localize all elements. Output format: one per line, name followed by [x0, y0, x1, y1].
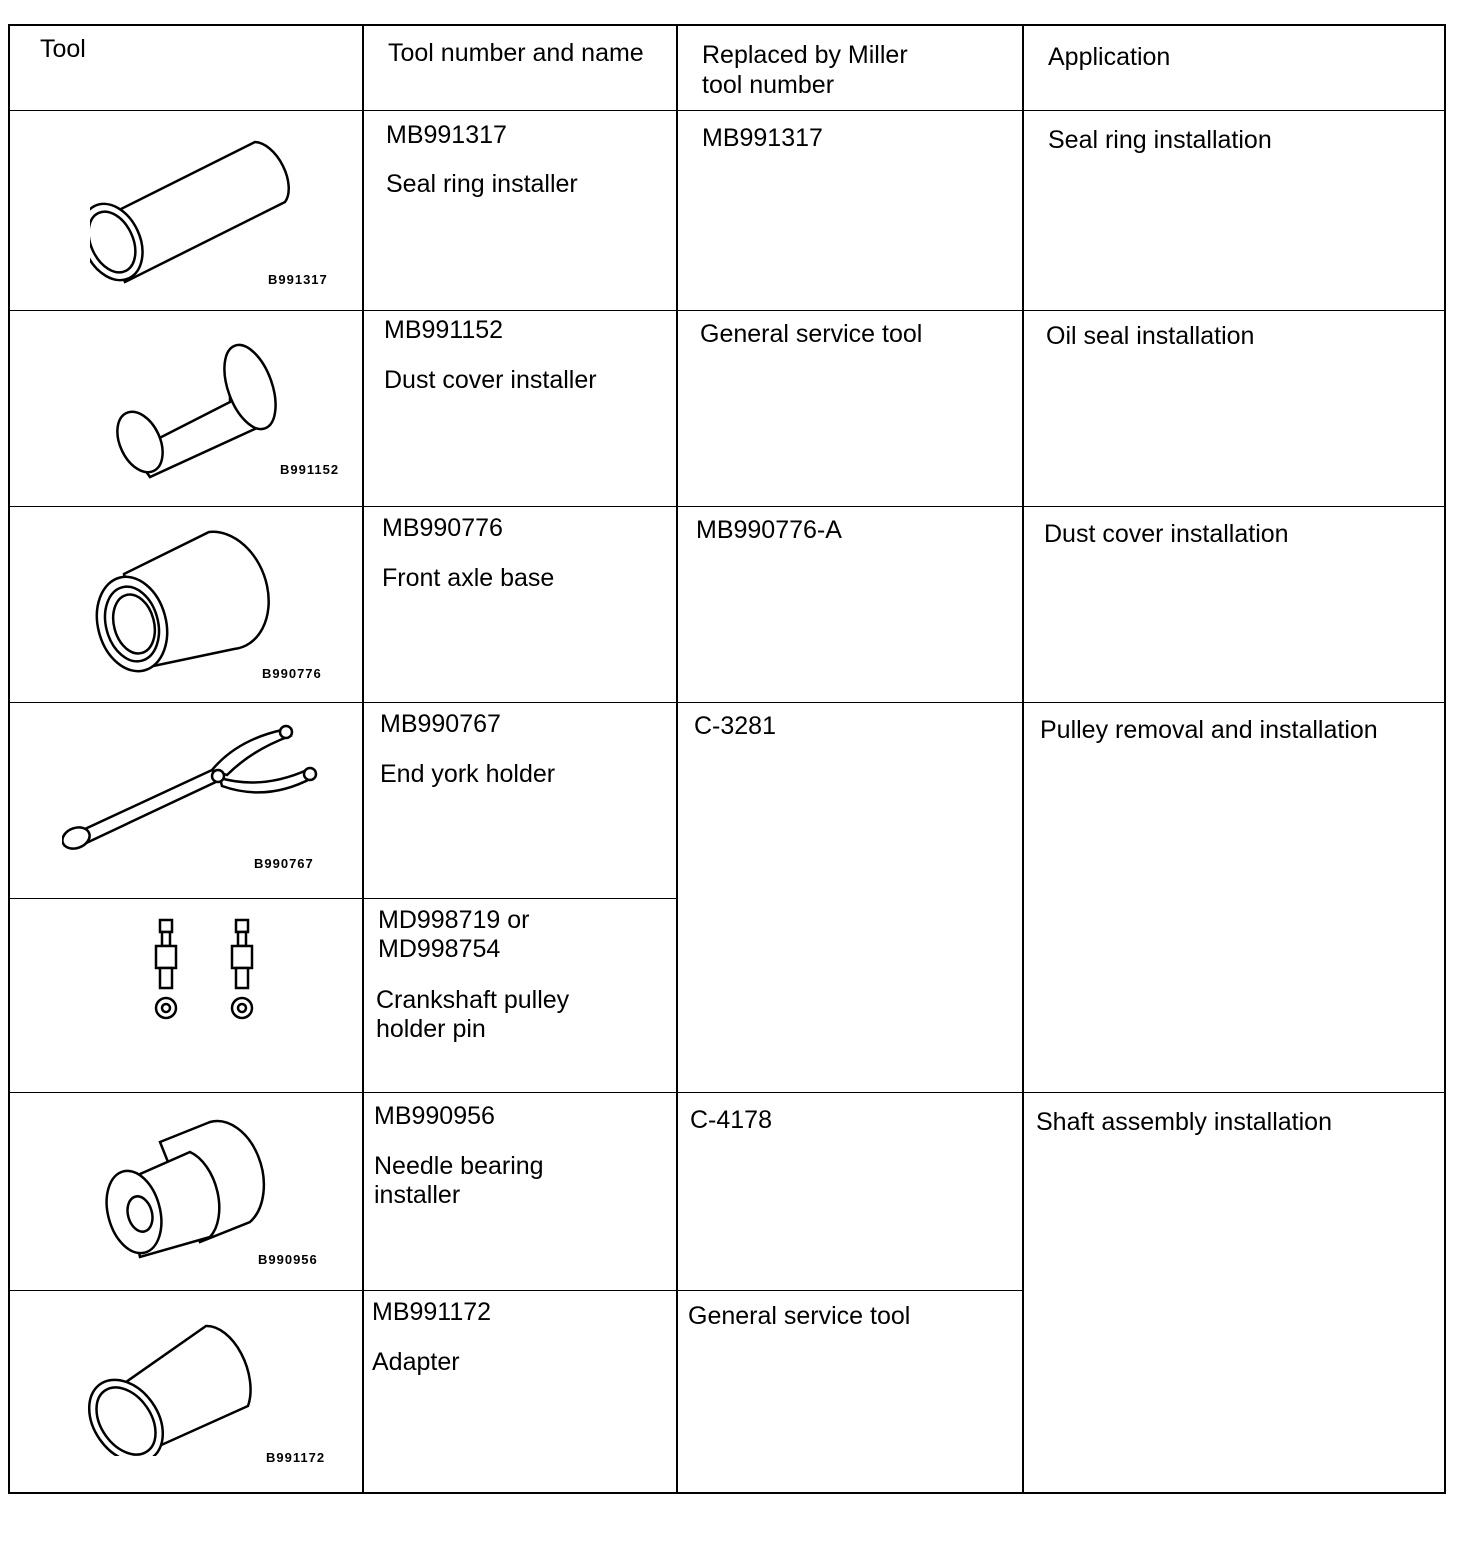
- tool-name: Dust cover installer: [384, 366, 597, 394]
- header-miller-line1: Replaced by Miller: [702, 41, 908, 69]
- miller-number: MB990776-A: [696, 516, 842, 544]
- tool-code: B991152: [280, 462, 340, 477]
- row-divider: [10, 1092, 1444, 1093]
- row-divider: [10, 702, 1444, 703]
- tool-code: B990776: [262, 666, 322, 681]
- application: Shaft assembly installation: [1036, 1108, 1332, 1136]
- adapter-icon: [86, 1306, 266, 1461]
- miller-number: C-4178: [690, 1106, 772, 1134]
- tool-number: MB990767: [380, 710, 501, 738]
- miller-number: General service tool: [700, 320, 923, 348]
- tool-code: B990956: [258, 1252, 318, 1267]
- row-divider: [10, 1290, 1022, 1291]
- holder-pin-icon: [150, 918, 280, 1033]
- column-divider: [362, 26, 364, 1492]
- miller-number: C-3281: [694, 712, 776, 740]
- application: Dust cover installation: [1044, 520, 1289, 548]
- header-tool-number-name: Tool number and name: [388, 39, 644, 67]
- bearing-installer-icon: [100, 1112, 280, 1267]
- column-divider: [676, 26, 678, 1492]
- tool-name: Front axle base: [382, 564, 555, 592]
- tool-name-line1: Crankshaft pulley: [376, 986, 570, 1014]
- header-application: Application: [1048, 43, 1171, 71]
- application: Seal ring installation: [1048, 126, 1272, 154]
- tool-name: Adapter: [372, 1348, 460, 1376]
- tool-code: B990767: [254, 856, 314, 871]
- axle-base-icon: [94, 524, 274, 679]
- row-divider: [10, 898, 676, 899]
- spanner-holder-icon: [62, 720, 332, 865]
- special-tools-table: [8, 24, 1446, 1494]
- header-miller-line2: tool number: [702, 71, 835, 99]
- tool-name-line2: installer: [374, 1181, 461, 1209]
- miller-number: MB991317: [702, 124, 823, 152]
- tool-number: MB990776: [382, 514, 503, 542]
- tool-name-line2: holder pin: [376, 1015, 486, 1043]
- tool-name: Seal ring installer: [386, 170, 578, 198]
- flanged-installer-icon: [110, 332, 300, 487]
- tool-number-line1: MD998719 or: [378, 906, 530, 934]
- sleeve-installer-icon: [90, 124, 290, 289]
- row-divider: [10, 310, 1444, 311]
- application: Oil seal installation: [1046, 322, 1255, 350]
- tool-number-line2: MD998754: [378, 935, 501, 963]
- row-divider: [10, 110, 1444, 111]
- tool-number: MB991172: [372, 1298, 492, 1326]
- tool-number: MB991317: [386, 121, 507, 149]
- application: Pulley removal and installation: [1040, 716, 1378, 744]
- column-divider: [1022, 26, 1024, 1492]
- tool-number: MB990956: [374, 1102, 495, 1130]
- tool-code: B991172: [266, 1450, 326, 1465]
- tool-name: End york holder: [380, 760, 556, 788]
- tool-code: B991317: [268, 272, 328, 287]
- tool-name-line1: Needle bearing: [374, 1152, 544, 1180]
- tool-number: MB991152: [384, 316, 504, 344]
- miller-number: General service tool: [688, 1302, 911, 1330]
- header-tool: Tool: [40, 35, 86, 63]
- row-divider: [10, 506, 1444, 507]
